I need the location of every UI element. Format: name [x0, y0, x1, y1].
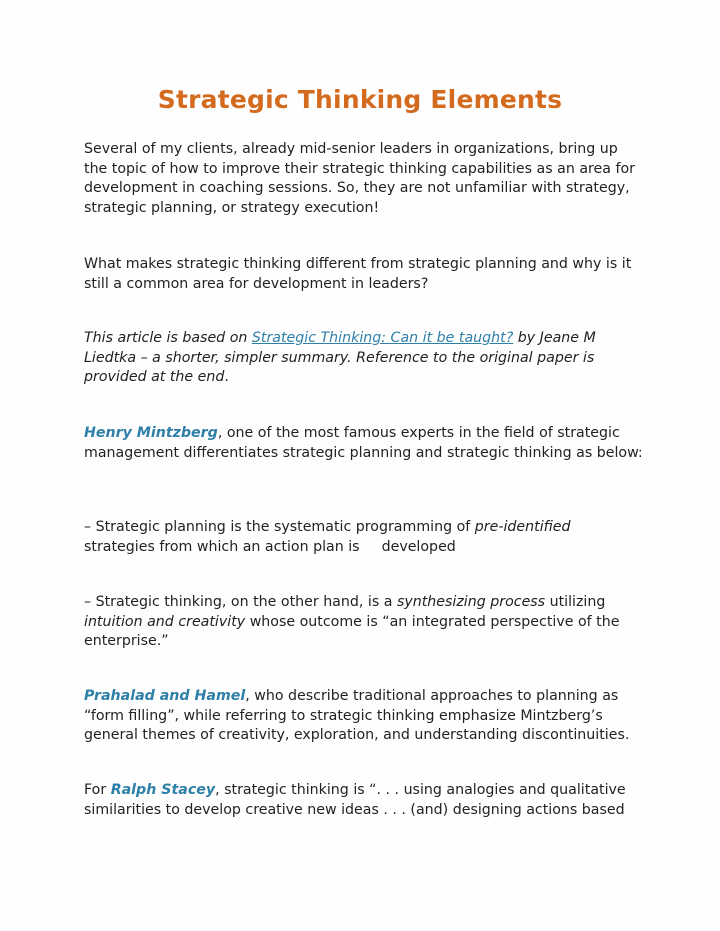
paragraph-source [84, 329, 644, 388]
mintzberg-text: , one of the most famous experts in the field of strategic management differentiates strategic planning and strategic thinking as below: [84, 425, 643, 461]
paragraph-mintzberg [84, 424, 644, 463]
stacey-text: , strategic thinking is “. . . using analogies and qualitative similarities to develop creative new ideas . . . (and) designing actions based [84, 782, 626, 818]
name-ralph-stacey: Ralph Stacey [110, 782, 216, 798]
paragraph-stacey [84, 781, 644, 820]
planning-text-a: – Strategic planning is the systematic programming of [84, 519, 475, 535]
paragraph-intro-text: Several of my clients, already mid-senior leaders in organizations, bring up the topic of how to improve their strategic thinking capabilities as an area for development in coaching sessions. So, they are not unfamiliar with strategy, strategic planning, or strategy execution! [84, 141, 635, 216]
name-prahalad-hamel: Prahalad and Hamel [84, 688, 246, 704]
paragraph-question-text: What makes strategic thinking different from strategic planning and why is it still a common area for development in leaders? [84, 256, 632, 292]
source-suffix: by Jeane M Liedtka – a shorter, simpler summary. Reference to the original paper is provided at the end [84, 330, 596, 386]
thinking-text-c: whose outcome is “an integrated perspective of the enterprise.” [84, 613, 620, 650]
source-prefix: This article is based on [84, 330, 252, 346]
prahalad-text: , who describe traditional approaches to planning as “form filling”, while referring to strategic thinking emphasize Mintzberg’s general themes of creativity, exploration, and understanding discontinuities. [84, 688, 630, 744]
paragraph-intro [84, 140, 644, 218]
paragraph-prahalad [84, 687, 644, 746]
thinking-em-1: synthesizing process [396, 594, 546, 610]
paragraph-planning [84, 518, 644, 557]
paragraph-question [84, 255, 644, 294]
planning-text-b: strategies from which an action plan is [84, 538, 360, 555]
page-title: Strategic Thinking Elements [157, 85, 563, 114]
thinking-text-a: – Strategic thinking, on the other hand, is a [84, 594, 397, 610]
thinking-text-b: utilizing [545, 594, 606, 610]
paragraph-thinking [84, 593, 644, 652]
stacey-prefix: For [84, 782, 111, 798]
name-mintzberg: Henry Mintzberg [84, 425, 218, 441]
planning-em: pre-identified [474, 519, 571, 535]
planning-text-c: developed [381, 538, 456, 555]
article-link[interactable]: Strategic Thinking: Can it be taught? [251, 330, 514, 346]
thinking-em-2: intuition and creativity [84, 613, 246, 630]
source-end: . [224, 369, 229, 386]
